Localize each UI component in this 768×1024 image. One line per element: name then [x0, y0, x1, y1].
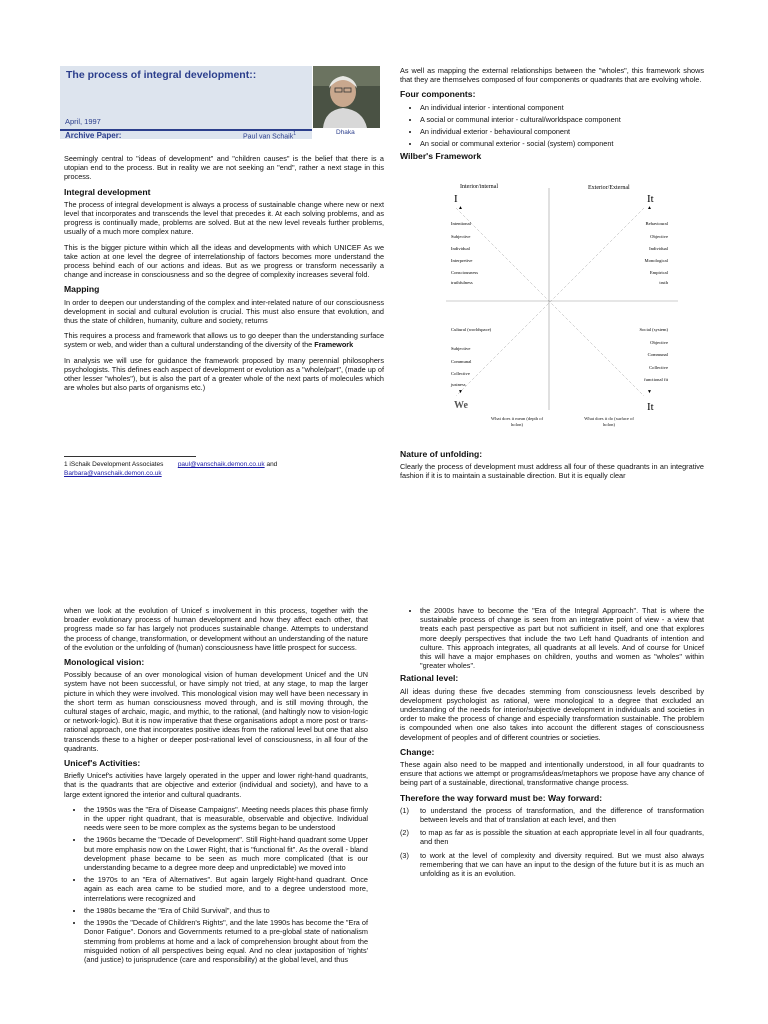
quadrant-label: Objective	[650, 340, 668, 345]
quadrant-it-lower-label: It	[647, 401, 654, 413]
list-text: to map as far as is possible the situation at each appropriate level in all four quadrants, and then	[420, 828, 704, 847]
author-footnote-mark: 1	[293, 131, 296, 137]
arrow-down-icon: ▼	[458, 390, 463, 395]
heading-wilbers-framework: Wilber's Framework	[400, 151, 482, 162]
list-item: • An social or communal exterior - social (system) component	[420, 139, 704, 148]
list-text: to work at the level of complexity and diversity required. But we must also always remembering that we can have an input to the design of the future but it is as much an unfolding as it is an evolution.	[420, 850, 704, 879]
email-link[interactable]: Barbara@vanschaik.demon.co.uk	[64, 469, 162, 477]
heading-rational-level: Rational level:	[400, 673, 459, 684]
author-photo	[313, 66, 380, 128]
quadrant-it-upper-label: It	[647, 193, 654, 205]
list-item: • the 1990s the "Decade of Children's Rights", and the late 1990s has become the "Era of Donor Fatigue". Donors and Governments returned to a pre-global state of nationalism stemming from problems at home and a lack of comprehension brought about from the misguided notion of all perspectives being equal. And no clear juxtaposition of 'rights' (and justice) to jurisprudence (care and responsibility) at the global level, and thus	[84, 918, 368, 964]
archive-label: Archive Paper:	[65, 131, 122, 140]
quadrant-label: Objective	[650, 234, 668, 239]
quadrant-label: Collective	[649, 365, 668, 370]
quadrant-label: truthfulness	[451, 280, 473, 285]
list-item: • the 2000s have to become the "Era of the Integral Approach". That is where the sustainable process of change is seen from an integrative point of view - a view that treats each past perspective as part but not sufficient in itself, and one that explores more deeply perspectives that include the two Left hand Quadrants of intention and culture. This approach integrates, all quadrants at all levels. And of course for Unicef this will have a major emphases on children, youths and women as "wholes" within "greater wholes".	[420, 606, 704, 670]
page2-left-column	[64, 606, 368, 968]
paragraph: Possibly because of an over monological vision of human development Unicef and the UN system have not been successful, or have simply not tried, at any stage, to map the larger picture in which they were involved. This monological vision may well have been necessary in the short term as human consciousness moved through, and is still moving through, the cultural stages of archaic, magic, and mythic, to the rational, (and haltingly now to vision-logic or network-logic). But it is now imperative that these organisations adopt a more post or trans-rational approach, one that incorporates positive ideas from the rational level but one that also transcends these to a higher or deeper post-rational level of consciousness, in all four of the quadrants.	[64, 670, 368, 753]
list-item: • the 1960s became the "Decade of Development". Still Right-hand quadrant some Upper but more emphasis now on the Lower Right, that is "functional fit". As the overall - bland development phase became to be seen as much more complicated (that is our understanding became to a degree more deep and unpredictable) we moved into	[84, 835, 368, 872]
paragraph: All ideas during these five decades stemming from consciousness levels described by development psychologist as rational, were monological to a degree that excluded an understanding of the needs for interior/subjective development in individuals and societies in order to make the process of change and especially transformation sustainable. The problem is compounded when one also takes into account the different stages of consciousness development of peoples and of different countries or societies.	[400, 686, 704, 742]
page2-right-column	[400, 606, 704, 882]
quadrant-label: Interpretive	[451, 258, 473, 263]
arrow-up-icon: ▲	[458, 206, 463, 211]
list-item: • A social or communal interior - cultural/worldspace component	[420, 115, 704, 124]
paragraph: In order to deepen our understanding of the complex and inter-related nature of our consciousness development in social and cultural evolution is crucial. This must also ensure that evolution, and thus the state of children, humanity, culture and society, returns	[64, 297, 384, 326]
interior-header: Interior/internal	[460, 184, 498, 190]
page1-left-column	[64, 154, 384, 398]
quadrant-label: Cultural (worldspace)	[451, 327, 492, 332]
decades-list-continued	[400, 606, 704, 670]
bottom-right-caption: What does it do (surface of holon)	[584, 416, 634, 427]
list-item	[400, 851, 704, 879]
page-title: The process of integral development::	[66, 69, 257, 81]
way-forward-list	[400, 806, 704, 878]
list-text: to understand the process of transformation, and the difference of transformation between levels and that of translation at each level, and then	[420, 805, 704, 825]
quadrant-label: Communal	[451, 359, 472, 364]
quadrant-label: truth	[659, 280, 668, 285]
intro-paragraph: Seemingly central to "ideas of development" and "children causes" is the belief that there is a utopian end to the process. But in reality we are not seeking an "end", rather a next stage in this process.	[64, 154, 384, 182]
quadrant-label: Social (system)	[639, 327, 668, 332]
paragraph: These again also need to be mapped and intentionally understood, in all four quadrants to ensure that actions we attempt or programs/ideas/metaphors we propose have any chance of being part of a sustainable, directional, transformative change process.	[400, 760, 704, 788]
quadrant-label: Consciousness	[451, 270, 479, 275]
quadrant-label: justness	[451, 382, 466, 387]
quadrant-label: Subjective	[451, 346, 471, 351]
quadrant-label: functional fit	[644, 377, 668, 382]
quadrant-label: Behavioural	[645, 221, 668, 226]
list-item: • An individual exterior - behavioural component	[420, 127, 704, 136]
paragraph: This is the bigger picture within which all the ideas and developments with which UNICEF As we take action at one level the degree of interrelationship of factors becomes more understand the process behind each of our actions and ideas. But as we progress or transform necessarily a change and increase in consciousness and so the degree of complexity increases several fold.	[64, 242, 384, 280]
footnote-and: and	[266, 461, 278, 468]
exterior-header: Exterior/External	[588, 185, 630, 191]
paragraph: Briefly Unicef's activities have largely operated in the upper and lower right-hand quadrants, that is the quadrants that are objective and exterior (individual and society), and have to a large extent ignored the interior and cultural quadrants.	[64, 771, 368, 799]
list-item: • the 1950s was the "Era of Disease Campaigns". Meeting needs places this phase firmly in the upper right quadrant, that is measurable, observable and objective. Individual needs were seen to be more complex as the systems began to be understood	[84, 805, 368, 833]
footnote	[64, 461, 384, 478]
list-item: • the 1970s to an "Era of Alternatives". But again largely Right-hand quadrant. Once again as each area came to be studied more, and to a degree understood more, interrelations were recognized and	[84, 875, 368, 903]
heading-change: Change:	[400, 746, 435, 757]
date: April, 1997	[65, 117, 101, 126]
paragraph: As well as mapping the external relationships between the "wholes", this framework shows that they are themselves composed of four components or quadrants that are evolving whole.	[400, 66, 704, 85]
author	[243, 131, 296, 140]
footnote-text: 1 iSchaik Development Associates	[64, 461, 164, 468]
quadrant-label: Empirical	[649, 270, 668, 275]
quadrant-label: Communal	[647, 352, 668, 357]
wilber-quadrant-diagram	[446, 178, 686, 436]
list-number: (1)	[400, 805, 409, 815]
paragraph: In analysis we will use for guidance the framework proposed by many perennial philosophers psychologists. This defines each aspect of development or evolution as a "whole/part", (made up of other lesser "wholes"), but is also the part of a greater whole of the next parts of molecules which are wholes but also parts of organisms etc.)	[64, 355, 384, 393]
heading-unicef-activities: Unicef's Activities:	[64, 758, 141, 769]
heading-nature-of-unfolding: Nature of unfolding:	[400, 449, 483, 459]
photo-caption: Dhaka	[336, 129, 355, 136]
list-item: • the 1980s became the "Era of Child Survival", and thus to	[84, 906, 368, 915]
paragraph: The process of integral development is always a process of sustainable change where new or next level that incorporates and transcends the level that precedes it. At each solving problems, and as progress is continually made, problems are solved. But at the new level reveals further problems, usually of a much more complex nature.	[64, 199, 384, 237]
quadrant-label: Monological	[644, 258, 668, 263]
list-number: (3)	[400, 850, 409, 860]
quadrant-label: Individual	[451, 246, 470, 251]
quadrant-i-label: I	[454, 193, 458, 205]
email-link[interactable]: paul@vanschaik.demon.co.uk	[177, 461, 265, 468]
nature-of-unfolding-section	[400, 446, 704, 487]
paragraph: when we look at the evolution of Unicef s involvement in this process, together with the broader evolutionary process of human development and how they affect each other, that progress made so far has largely not produces sustainable change. Attempts to understand the process of change, transformation, or development without an understanding of the nature of the evolution or the unfolding of (human) consciousness have little prospect for success.	[64, 606, 368, 652]
heading-four-components: Four components:	[400, 89, 476, 100]
page1-right-column	[400, 66, 704, 165]
components-list	[400, 103, 704, 149]
list-item	[400, 806, 704, 824]
paragraph-text: This requires a process and framework that allows us to go deeper than the understanding surface system or web, and wider than a cultural understanding of the diversity of the	[64, 331, 384, 350]
heading-monological-vision: Monological vision:	[64, 657, 145, 668]
footnote-rule	[64, 456, 196, 457]
heading-integral-development: Integral development	[64, 186, 151, 197]
paragraph: Clearly the process of development must address all four of these quadrants in an integrative fashion if it is to maintain a sustainable direction. But it is equally clear	[400, 462, 704, 481]
quadrant-label: Intentional	[451, 221, 471, 226]
bottom-left-caption: What does it mean (depth of holon)	[490, 416, 544, 427]
heading-mapping: Mapping	[64, 284, 100, 295]
arrow-up-icon: ▲	[647, 206, 652, 211]
list-number: (2)	[400, 828, 409, 838]
bold-term: Framework	[314, 340, 354, 350]
author-name: Paul van Schaik	[243, 133, 294, 141]
heading-way-forward: Therefore the way forward must be: Way forward:	[400, 792, 603, 803]
quadrant-label: Collective	[451, 371, 470, 376]
list-item	[400, 828, 704, 846]
paragraph	[64, 331, 384, 349]
quadrant-label: Subjective	[451, 234, 471, 239]
decades-list	[64, 805, 368, 964]
list-item: • An individual interior - intentional component	[420, 103, 704, 112]
quadrant-label: Individual	[649, 246, 668, 251]
quadrant-we-label: We	[454, 400, 468, 411]
arrow-down-icon: ▼	[647, 390, 652, 395]
